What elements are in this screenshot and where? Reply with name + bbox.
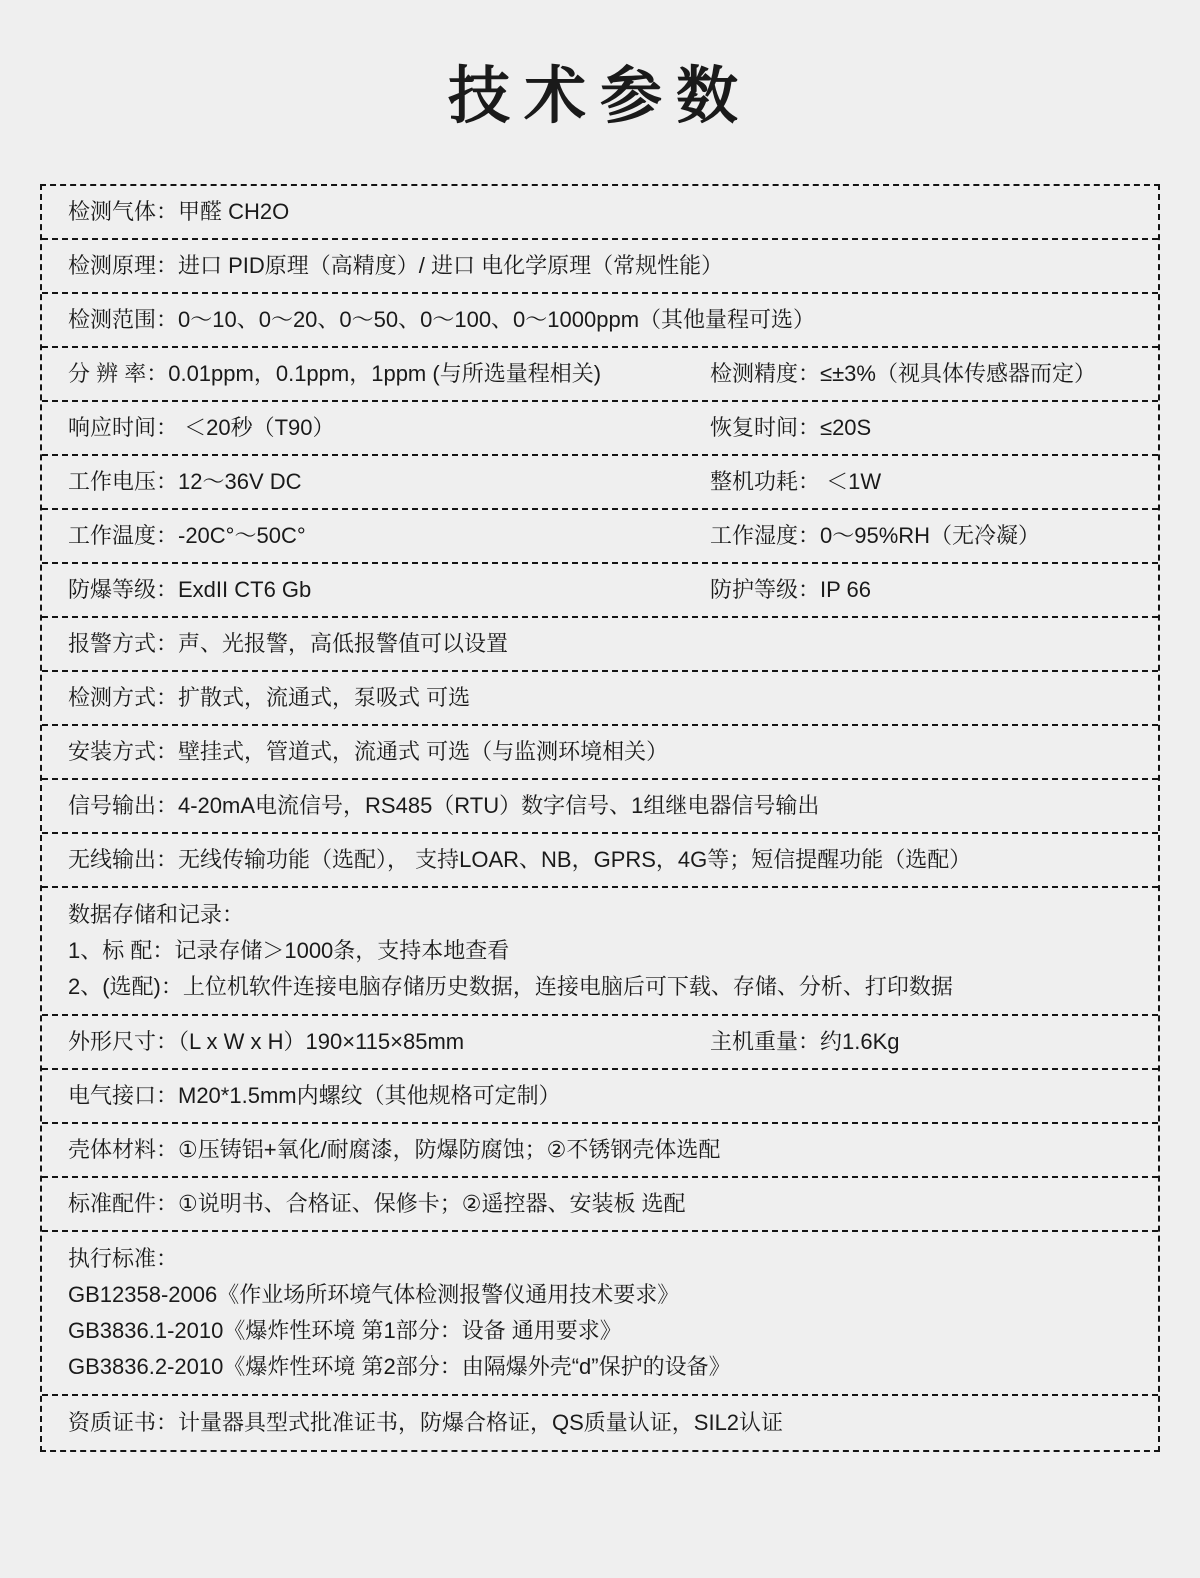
row-resolution-accuracy [42,348,1158,402]
spec-text: 分 辨 率：0.01ppm，0.1ppm，1ppm (与所选量程相关) [68,361,602,387]
spec-text: 壳体材料：①压铸铝+氧化/耐腐漆，防爆防腐蚀；②不锈钢壳体选配 [68,1137,721,1163]
spec-text: 主机重量：约1.6Kg [710,1029,900,1055]
row-installation-mode [42,726,1158,780]
row-response-recovery [42,402,1158,456]
row-housing-material [42,1124,1158,1178]
spec-text: 外形尺寸：（L x W x H）190×115×85mm [68,1029,465,1055]
spec-text: 防爆等级：ExdII CT6 Gb [68,577,312,603]
row-detection-principle [42,240,1158,294]
spec-text: 资质证书：计量器具型式批准证书，防爆合格证，QS质量认证，SIL2认证 [68,1410,784,1436]
spec-text: 工作温度：-20C°～50C° [68,523,306,549]
spec-text: GB12358-2006《作业场所环境气体检测报警仪通用技术要求》 [68,1282,680,1307]
row-alarm-mode [42,618,1158,672]
row-signal-output [42,780,1158,834]
spec-text: 防护等级：IP 66 [710,577,871,603]
spec-text: 响应时间： ＜20秒（T90） [68,415,335,441]
row-standard-accessories [42,1178,1158,1232]
spec-text: GB3836.2-2010《爆炸性环境 第2部分：由隔爆外壳“d”保护的设备》 [68,1354,731,1379]
spec-text: 2、(选配)：上位机软件连接电脑存储历史数据，连接电脑后可下载、存储、分析、打印数据 [68,974,953,999]
row-voltage-power [42,456,1158,510]
row-certificates [42,1396,1158,1450]
spec-text: 电气接口：M20*1.5mm内螺纹（其他规格可定制） [68,1083,561,1109]
spec-text: 执行标准： [68,1246,179,1271]
row-data-storage [42,888,1158,1016]
row-electrical-interface [42,1070,1158,1124]
row-wireless-output [42,834,1158,888]
spec-text: 报警方式：声、光报警，高低报警值可以设置 [68,631,509,657]
spec-text: 检测原理：进口 PID原理（高精度）/ 进口 电化学原理（常规性能） [68,253,724,279]
spec-text: GB3836.1-2010《爆炸性环境 第1部分：设备 通用要求》 [68,1318,622,1343]
row-dimensions-weight [42,1016,1158,1070]
page-title: 技术参数 [447,62,752,131]
row-temperature-humidity [42,510,1158,564]
spec-table [40,184,1160,1452]
spec-text: 信号输出：4-20mA电流信号，RS485（RTU）数字信号、1组继电器信号输出 [68,793,820,819]
row-detection-mode [42,672,1158,726]
spec-text: 工作湿度：0～95%RH（无冷凝） [710,523,1041,549]
spec-text: 恢复时间：≤20S [710,415,872,441]
row-explosion-protection [42,564,1158,618]
spec-text: 安装方式：壁挂式，管道式，流通式 可选（与监测环境相关） [68,739,669,765]
spec-text: 工作电压：12～36V DC [68,469,302,495]
spec-text: 检测气体：甲醛 CH2O [68,199,290,225]
spec-text: 整机功耗： ＜1W [710,469,882,495]
spec-text: 数据存储和记录： [68,902,245,927]
row-executive-standards [42,1232,1158,1396]
row-detection-range [42,294,1158,348]
spec-text: 1、标 配：记录存储＞1000条，支持本地查看 [68,938,510,963]
spec-text: 标准配件：①说明书、合格证、保修卡；②遥控器、安装板 选配 [68,1191,686,1217]
spec-text: 无线输出：无线传输功能（选配）， 支持LOAR、NB，GPRS，4G等；短信提醒功能（选配） [68,847,972,873]
spec-text: 检测精度：≤±3%（视具体传感器而定） [710,361,1096,387]
spec-text: 检测范围：0～10、0～20、0～50、0～100、0～1000ppm（其他量程可选） [68,307,816,333]
spec-text: 检测方式：扩散式，流通式，泵吸式 可选 [68,685,471,711]
row-detection-gas [42,186,1158,240]
